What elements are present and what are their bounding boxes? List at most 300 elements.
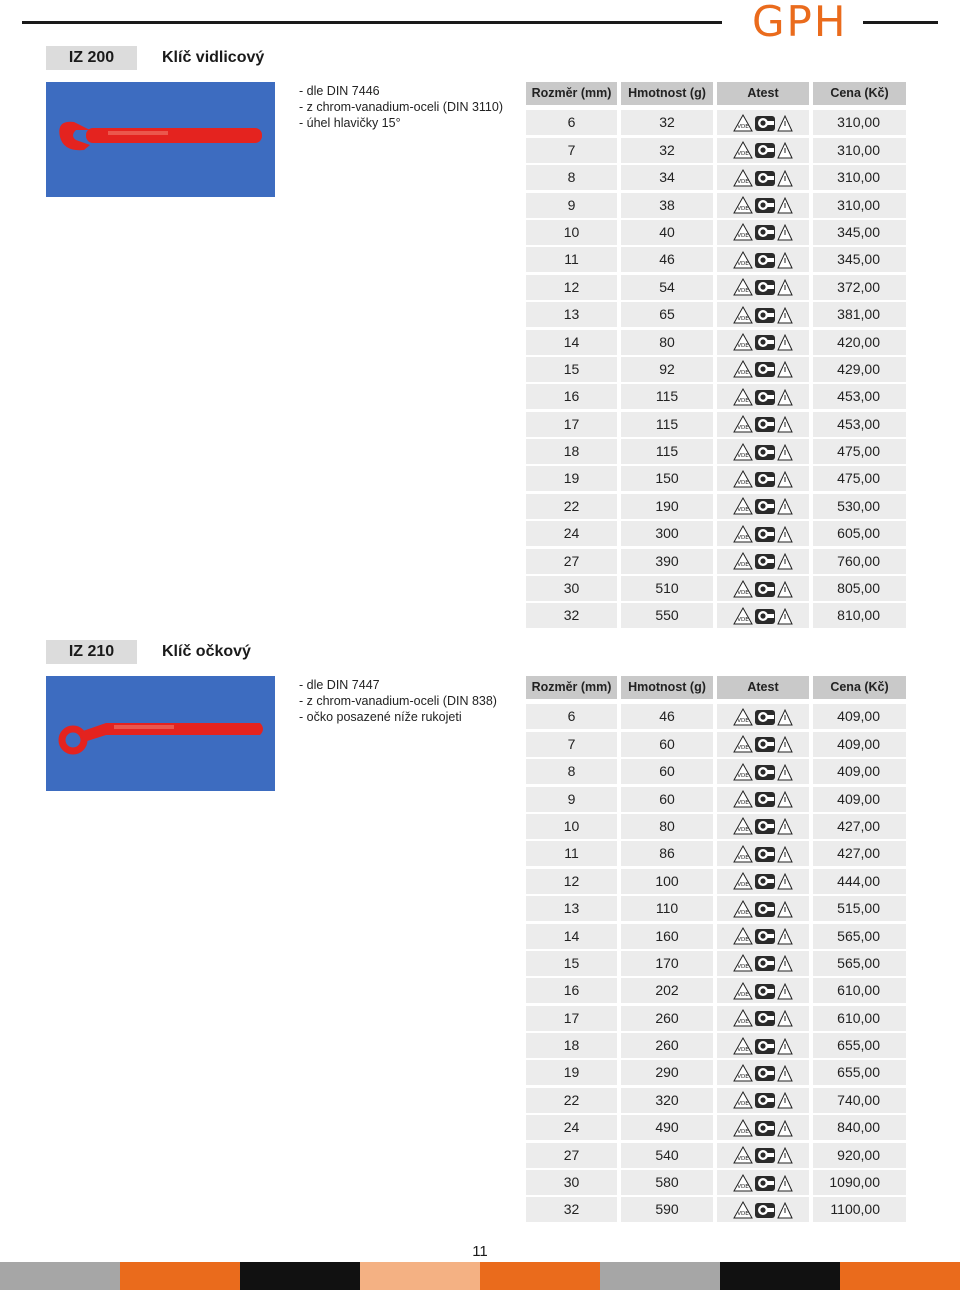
size-cell: 17 — [526, 1006, 617, 1031]
vde-triangle-icon — [733, 1090, 753, 1110]
atest-cell — [717, 978, 809, 1003]
price-cell: 409,00 — [813, 732, 906, 757]
price-cell: 605,00 — [813, 521, 906, 546]
table-row — [526, 438, 906, 465]
warning-triangle-icon — [777, 168, 793, 188]
product-code: IZ 210 — [46, 640, 137, 664]
gs-badge-icon — [754, 222, 776, 242]
weight-cell: 260 — [621, 1006, 713, 1031]
table-row — [526, 1114, 906, 1141]
svg-text:VDE: VDE — [737, 315, 749, 322]
price-cell: 409,00 — [813, 704, 906, 729]
weight-cell: 32 — [621, 110, 713, 135]
size-cell: 32 — [526, 603, 617, 628]
atest-cell — [717, 466, 809, 491]
warning-triangle-icon — [777, 387, 793, 407]
table-row — [526, 164, 906, 191]
vde-triangle-icon — [733, 844, 753, 864]
table-row — [526, 1169, 906, 1196]
size-cell: 9 — [526, 193, 617, 218]
gph-logo: GPH — [752, 0, 848, 46]
atest-cell — [717, 1006, 809, 1031]
column-header-size: Rozměr (mm) — [526, 82, 617, 105]
price-cell: 565,00 — [813, 924, 906, 949]
weight-cell: 54 — [621, 275, 713, 300]
svg-text:VDE: VDE — [737, 288, 749, 295]
weight-cell: 80 — [621, 330, 713, 355]
weight-cell: 510 — [621, 576, 713, 601]
weight-cell: 60 — [621, 732, 713, 757]
weight-cell: 320 — [621, 1088, 713, 1113]
atest-cell — [717, 275, 809, 300]
price-cell: 530,00 — [813, 494, 906, 519]
price-cell: 740,00 — [813, 1088, 906, 1113]
vde-triangle-icon — [733, 168, 753, 188]
warning-triangle-icon — [777, 524, 793, 544]
gs-badge-icon — [754, 734, 776, 754]
atest-cell — [717, 247, 809, 272]
vde-triangle-icon — [733, 1063, 753, 1083]
atest-cell — [717, 384, 809, 409]
weight-cell: 86 — [621, 841, 713, 866]
footer-color-segment — [720, 1262, 840, 1290]
svg-text:VDE: VDE — [737, 589, 749, 596]
table-row — [526, 895, 906, 922]
vde-triangle-icon — [733, 140, 753, 160]
footer-color-segment — [480, 1262, 600, 1290]
warning-triangle-icon — [777, 1173, 793, 1193]
gs-badge-icon — [754, 816, 776, 836]
price-cell: 453,00 — [813, 412, 906, 437]
svg-text:VDE: VDE — [737, 772, 749, 779]
price-cell: 565,00 — [813, 951, 906, 976]
table-row — [526, 411, 906, 438]
atest-cell — [717, 869, 809, 894]
weight-cell: 490 — [621, 1115, 713, 1140]
warning-triangle-icon — [777, 1145, 793, 1165]
svg-text:VDE: VDE — [737, 717, 749, 724]
price-cell: 610,00 — [813, 1006, 906, 1031]
table-row — [526, 758, 906, 785]
svg-text:VDE: VDE — [737, 123, 749, 130]
svg-text:VDE: VDE — [737, 479, 749, 486]
gs-badge-icon — [754, 1145, 776, 1165]
gs-badge-icon — [754, 332, 776, 352]
size-cell: 18 — [526, 439, 617, 464]
price-cell: 429,00 — [813, 357, 906, 382]
size-cell: 11 — [526, 247, 617, 272]
atest-cell — [717, 165, 809, 190]
page-number: 11 — [472, 1243, 488, 1260]
size-cell: 6 — [526, 110, 617, 135]
price-cell: 1100,00 — [813, 1197, 906, 1222]
svg-text:VDE: VDE — [737, 800, 749, 807]
vde-triangle-icon — [733, 707, 753, 727]
price-cell: 453,00 — [813, 384, 906, 409]
warning-triangle-icon — [777, 1090, 793, 1110]
svg-text:VDE: VDE — [737, 991, 749, 998]
gs-badge-icon — [754, 195, 776, 215]
weight-cell: 390 — [621, 549, 713, 574]
weight-cell: 260 — [621, 1033, 713, 1058]
price-cell: 840,00 — [813, 1115, 906, 1140]
warning-triangle-icon — [777, 734, 793, 754]
atest-cell — [717, 759, 809, 784]
gs-badge-icon — [754, 387, 776, 407]
product-photo — [46, 676, 275, 791]
vde-triangle-icon — [733, 496, 753, 516]
atest-cell — [717, 1143, 809, 1168]
svg-text:VDE: VDE — [737, 151, 749, 158]
table-row — [526, 356, 906, 383]
vde-triangle-icon — [733, 1118, 753, 1138]
atest-cell — [717, 704, 809, 729]
column-header-size: Rozměr (mm) — [526, 676, 617, 699]
size-cell: 10 — [526, 814, 617, 839]
gs-badge-icon — [754, 250, 776, 270]
footer-color-segment — [600, 1262, 720, 1290]
size-cell: 8 — [526, 165, 617, 190]
weight-cell: 60 — [621, 787, 713, 812]
gs-badge-icon — [754, 442, 776, 462]
warning-triangle-icon — [777, 1200, 793, 1220]
vde-triangle-icon — [733, 305, 753, 325]
svg-text:VDE: VDE — [737, 1019, 749, 1026]
weight-cell: 115 — [621, 384, 713, 409]
vde-triangle-icon — [733, 579, 753, 599]
atest-cell — [717, 576, 809, 601]
atest-cell — [717, 1115, 809, 1140]
size-cell: 15 — [526, 951, 617, 976]
gs-badge-icon — [754, 762, 776, 782]
vde-triangle-icon — [733, 606, 753, 626]
svg-text:VDE: VDE — [737, 562, 749, 569]
table-row — [526, 383, 906, 410]
atest-cell — [717, 439, 809, 464]
table-row — [526, 840, 906, 867]
weight-cell: 290 — [621, 1060, 713, 1085]
svg-text:VDE: VDE — [737, 827, 749, 834]
weight-cell: 40 — [621, 220, 713, 245]
gs-badge-icon — [754, 981, 776, 1001]
gs-badge-icon — [754, 926, 776, 946]
weight-cell: 115 — [621, 439, 713, 464]
table-row — [526, 301, 906, 328]
vde-triangle-icon — [733, 953, 753, 973]
size-cell: 30 — [526, 576, 617, 601]
atest-cell — [717, 1060, 809, 1085]
warning-triangle-icon — [777, 844, 793, 864]
column-header-atest: Atest — [717, 676, 809, 699]
vde-triangle-icon — [733, 442, 753, 462]
vde-triangle-icon — [733, 250, 753, 270]
vde-triangle-icon — [733, 1008, 753, 1028]
table-row — [526, 465, 906, 492]
svg-text:VDE: VDE — [737, 1101, 749, 1108]
header-rule-left — [22, 21, 722, 24]
table-row — [526, 1196, 906, 1223]
svg-text:VDE: VDE — [737, 206, 749, 213]
svg-text:VDE: VDE — [737, 452, 749, 459]
warning-triangle-icon — [777, 1063, 793, 1083]
warning-triangle-icon — [777, 579, 793, 599]
svg-text:VDE: VDE — [737, 233, 749, 240]
size-cell: 9 — [526, 787, 617, 812]
price-cell: 475,00 — [813, 439, 906, 464]
table-row — [526, 1032, 906, 1059]
price-cell: 345,00 — [813, 247, 906, 272]
size-cell: 7 — [526, 732, 617, 757]
warning-triangle-icon — [777, 816, 793, 836]
weight-cell: 170 — [621, 951, 713, 976]
svg-text:VDE: VDE — [737, 343, 749, 350]
table-row — [526, 1005, 906, 1032]
warning-triangle-icon — [777, 1008, 793, 1028]
size-cell: 30 — [526, 1170, 617, 1195]
atest-cell — [717, 494, 809, 519]
atest-cell — [717, 412, 809, 437]
description-line: - z chrom-vanadium-oceli (DIN 3110) — [299, 100, 503, 114]
price-cell: 655,00 — [813, 1060, 906, 1085]
gs-badge-icon — [754, 414, 776, 434]
price-cell: 372,00 — [813, 275, 906, 300]
warning-triangle-icon — [777, 332, 793, 352]
weight-cell: 46 — [621, 247, 713, 272]
vde-triangle-icon — [733, 222, 753, 242]
svg-text:VDE: VDE — [737, 882, 749, 889]
size-cell: 24 — [526, 1115, 617, 1140]
warning-triangle-icon — [777, 305, 793, 325]
footer-color-bar — [0, 1262, 960, 1290]
vde-triangle-icon — [733, 414, 753, 434]
description-line: - z chrom-vanadium-oceli (DIN 838) — [299, 694, 497, 708]
svg-text:VDE: VDE — [737, 370, 749, 377]
product-name: Klíč očkový — [162, 643, 251, 660]
vde-triangle-icon — [733, 926, 753, 946]
svg-text:VDE: VDE — [737, 1156, 749, 1163]
footer-color-segment — [120, 1262, 240, 1290]
gs-badge-icon — [754, 579, 776, 599]
vde-triangle-icon — [733, 899, 753, 919]
gs-badge-icon — [754, 140, 776, 160]
vde-triangle-icon — [733, 1173, 753, 1193]
table-header-row — [526, 676, 906, 703]
svg-text:VDE: VDE — [737, 854, 749, 861]
warning-triangle-icon — [777, 250, 793, 270]
weight-cell: 46 — [621, 704, 713, 729]
atest-cell — [717, 603, 809, 628]
atest-cell — [717, 110, 809, 135]
gs-badge-icon — [754, 524, 776, 544]
vde-triangle-icon — [733, 871, 753, 891]
atest-cell — [717, 549, 809, 574]
atest-cell — [717, 732, 809, 757]
product-description — [299, 83, 503, 131]
size-cell: 32 — [526, 1197, 617, 1222]
description-line: - dle DIN 7446 — [299, 84, 380, 98]
table-row — [526, 813, 906, 840]
size-cell: 6 — [526, 704, 617, 729]
price-cell: 310,00 — [813, 138, 906, 163]
vde-triangle-icon — [733, 1200, 753, 1220]
table-row — [526, 923, 906, 950]
weight-cell: 150 — [621, 466, 713, 491]
gs-badge-icon — [754, 1036, 776, 1056]
footer-color-segment — [240, 1262, 360, 1290]
table-row — [526, 246, 906, 273]
size-cell: 16 — [526, 384, 617, 409]
product-description — [299, 677, 497, 725]
price-cell: 420,00 — [813, 330, 906, 355]
price-table — [526, 82, 906, 630]
size-cell: 7 — [526, 138, 617, 163]
size-cell: 24 — [526, 521, 617, 546]
gs-badge-icon — [754, 871, 776, 891]
size-cell: 14 — [526, 330, 617, 355]
table-row — [526, 274, 906, 301]
table-row — [526, 950, 906, 977]
warning-triangle-icon — [777, 359, 793, 379]
size-cell: 8 — [526, 759, 617, 784]
description-line: - očko posazené níže rukojeti — [299, 710, 462, 724]
svg-text:VDE: VDE — [737, 909, 749, 916]
warning-triangle-icon — [777, 222, 793, 242]
table-row — [526, 575, 906, 602]
warning-triangle-icon — [777, 1118, 793, 1138]
vde-triangle-icon — [733, 816, 753, 836]
table-row — [526, 137, 906, 164]
vde-triangle-icon — [733, 1036, 753, 1056]
footer-color-segment — [840, 1262, 960, 1290]
vde-triangle-icon — [733, 387, 753, 407]
gs-badge-icon — [754, 1173, 776, 1193]
svg-text:VDE: VDE — [737, 964, 749, 971]
column-header-weight: Hmotnost (g) — [621, 82, 713, 105]
atest-cell — [717, 357, 809, 382]
warning-triangle-icon — [777, 981, 793, 1001]
warning-triangle-icon — [777, 762, 793, 782]
gs-badge-icon — [754, 789, 776, 809]
table-row — [526, 1142, 906, 1169]
atest-cell — [717, 302, 809, 327]
gs-badge-icon — [754, 1200, 776, 1220]
gs-badge-icon — [754, 1063, 776, 1083]
warning-triangle-icon — [777, 953, 793, 973]
svg-text:VDE: VDE — [737, 937, 749, 944]
price-cell: 381,00 — [813, 302, 906, 327]
size-cell: 27 — [526, 1143, 617, 1168]
warning-triangle-icon — [777, 442, 793, 462]
gs-badge-icon — [754, 953, 776, 973]
size-cell: 18 — [526, 1033, 617, 1058]
warning-triangle-icon — [777, 1036, 793, 1056]
size-cell: 10 — [526, 220, 617, 245]
weight-cell: 60 — [621, 759, 713, 784]
price-cell: 655,00 — [813, 1033, 906, 1058]
price-cell: 760,00 — [813, 549, 906, 574]
size-cell: 22 — [526, 494, 617, 519]
table-row — [526, 109, 906, 136]
table-row — [526, 731, 906, 758]
product-code: IZ 200 — [46, 46, 137, 70]
warning-triangle-icon — [777, 926, 793, 946]
vde-triangle-icon — [733, 1145, 753, 1165]
weight-cell: 202 — [621, 978, 713, 1003]
warning-triangle-icon — [777, 871, 793, 891]
weight-cell: 38 — [621, 193, 713, 218]
svg-text:VDE: VDE — [737, 397, 749, 404]
weight-cell: 34 — [621, 165, 713, 190]
size-cell: 15 — [526, 357, 617, 382]
atest-cell — [717, 1197, 809, 1222]
weight-cell: 100 — [621, 869, 713, 894]
weight-cell: 110 — [621, 896, 713, 921]
gs-badge-icon — [754, 606, 776, 626]
warning-triangle-icon — [777, 551, 793, 571]
svg-text:VDE: VDE — [737, 745, 749, 752]
header-rule-right — [863, 21, 938, 24]
warning-triangle-icon — [777, 899, 793, 919]
weight-cell: 190 — [621, 494, 713, 519]
price-cell: 515,00 — [813, 896, 906, 921]
vde-triangle-icon — [733, 195, 753, 215]
footer-color-segment — [0, 1262, 120, 1290]
table-row — [526, 1059, 906, 1086]
table-row — [526, 548, 906, 575]
vde-triangle-icon — [733, 734, 753, 754]
size-cell: 27 — [526, 549, 617, 574]
vde-triangle-icon — [733, 981, 753, 1001]
warning-triangle-icon — [777, 469, 793, 489]
warning-triangle-icon — [777, 606, 793, 626]
svg-text:VDE: VDE — [737, 1210, 749, 1217]
warning-triangle-icon — [777, 140, 793, 160]
vde-triangle-icon — [733, 524, 753, 544]
weight-cell: 80 — [621, 814, 713, 839]
atest-cell — [717, 330, 809, 355]
price-cell: 920,00 — [813, 1143, 906, 1168]
size-cell: 11 — [526, 841, 617, 866]
weight-cell: 300 — [621, 521, 713, 546]
atest-cell — [717, 896, 809, 921]
weight-cell: 580 — [621, 1170, 713, 1195]
weight-cell: 115 — [621, 412, 713, 437]
column-header-price: Cena (Kč) — [813, 82, 906, 105]
size-cell: 16 — [526, 978, 617, 1003]
weight-cell: 65 — [621, 302, 713, 327]
gs-badge-icon — [754, 277, 776, 297]
price-table — [526, 676, 906, 1224]
table-row — [526, 786, 906, 813]
price-cell: 427,00 — [813, 814, 906, 839]
size-cell: 13 — [526, 896, 617, 921]
gs-badge-icon — [754, 707, 776, 727]
svg-text:VDE: VDE — [737, 425, 749, 432]
price-cell: 310,00 — [813, 193, 906, 218]
table-row — [526, 602, 906, 629]
price-cell: 610,00 — [813, 978, 906, 1003]
atest-cell — [717, 787, 809, 812]
price-cell: 409,00 — [813, 759, 906, 784]
price-cell: 427,00 — [813, 841, 906, 866]
gs-badge-icon — [754, 551, 776, 571]
price-cell: 345,00 — [813, 220, 906, 245]
svg-text:VDE: VDE — [737, 1128, 749, 1135]
price-cell: 310,00 — [813, 165, 906, 190]
size-cell: 17 — [526, 412, 617, 437]
atest-cell — [717, 1088, 809, 1113]
price-cell: 409,00 — [813, 787, 906, 812]
